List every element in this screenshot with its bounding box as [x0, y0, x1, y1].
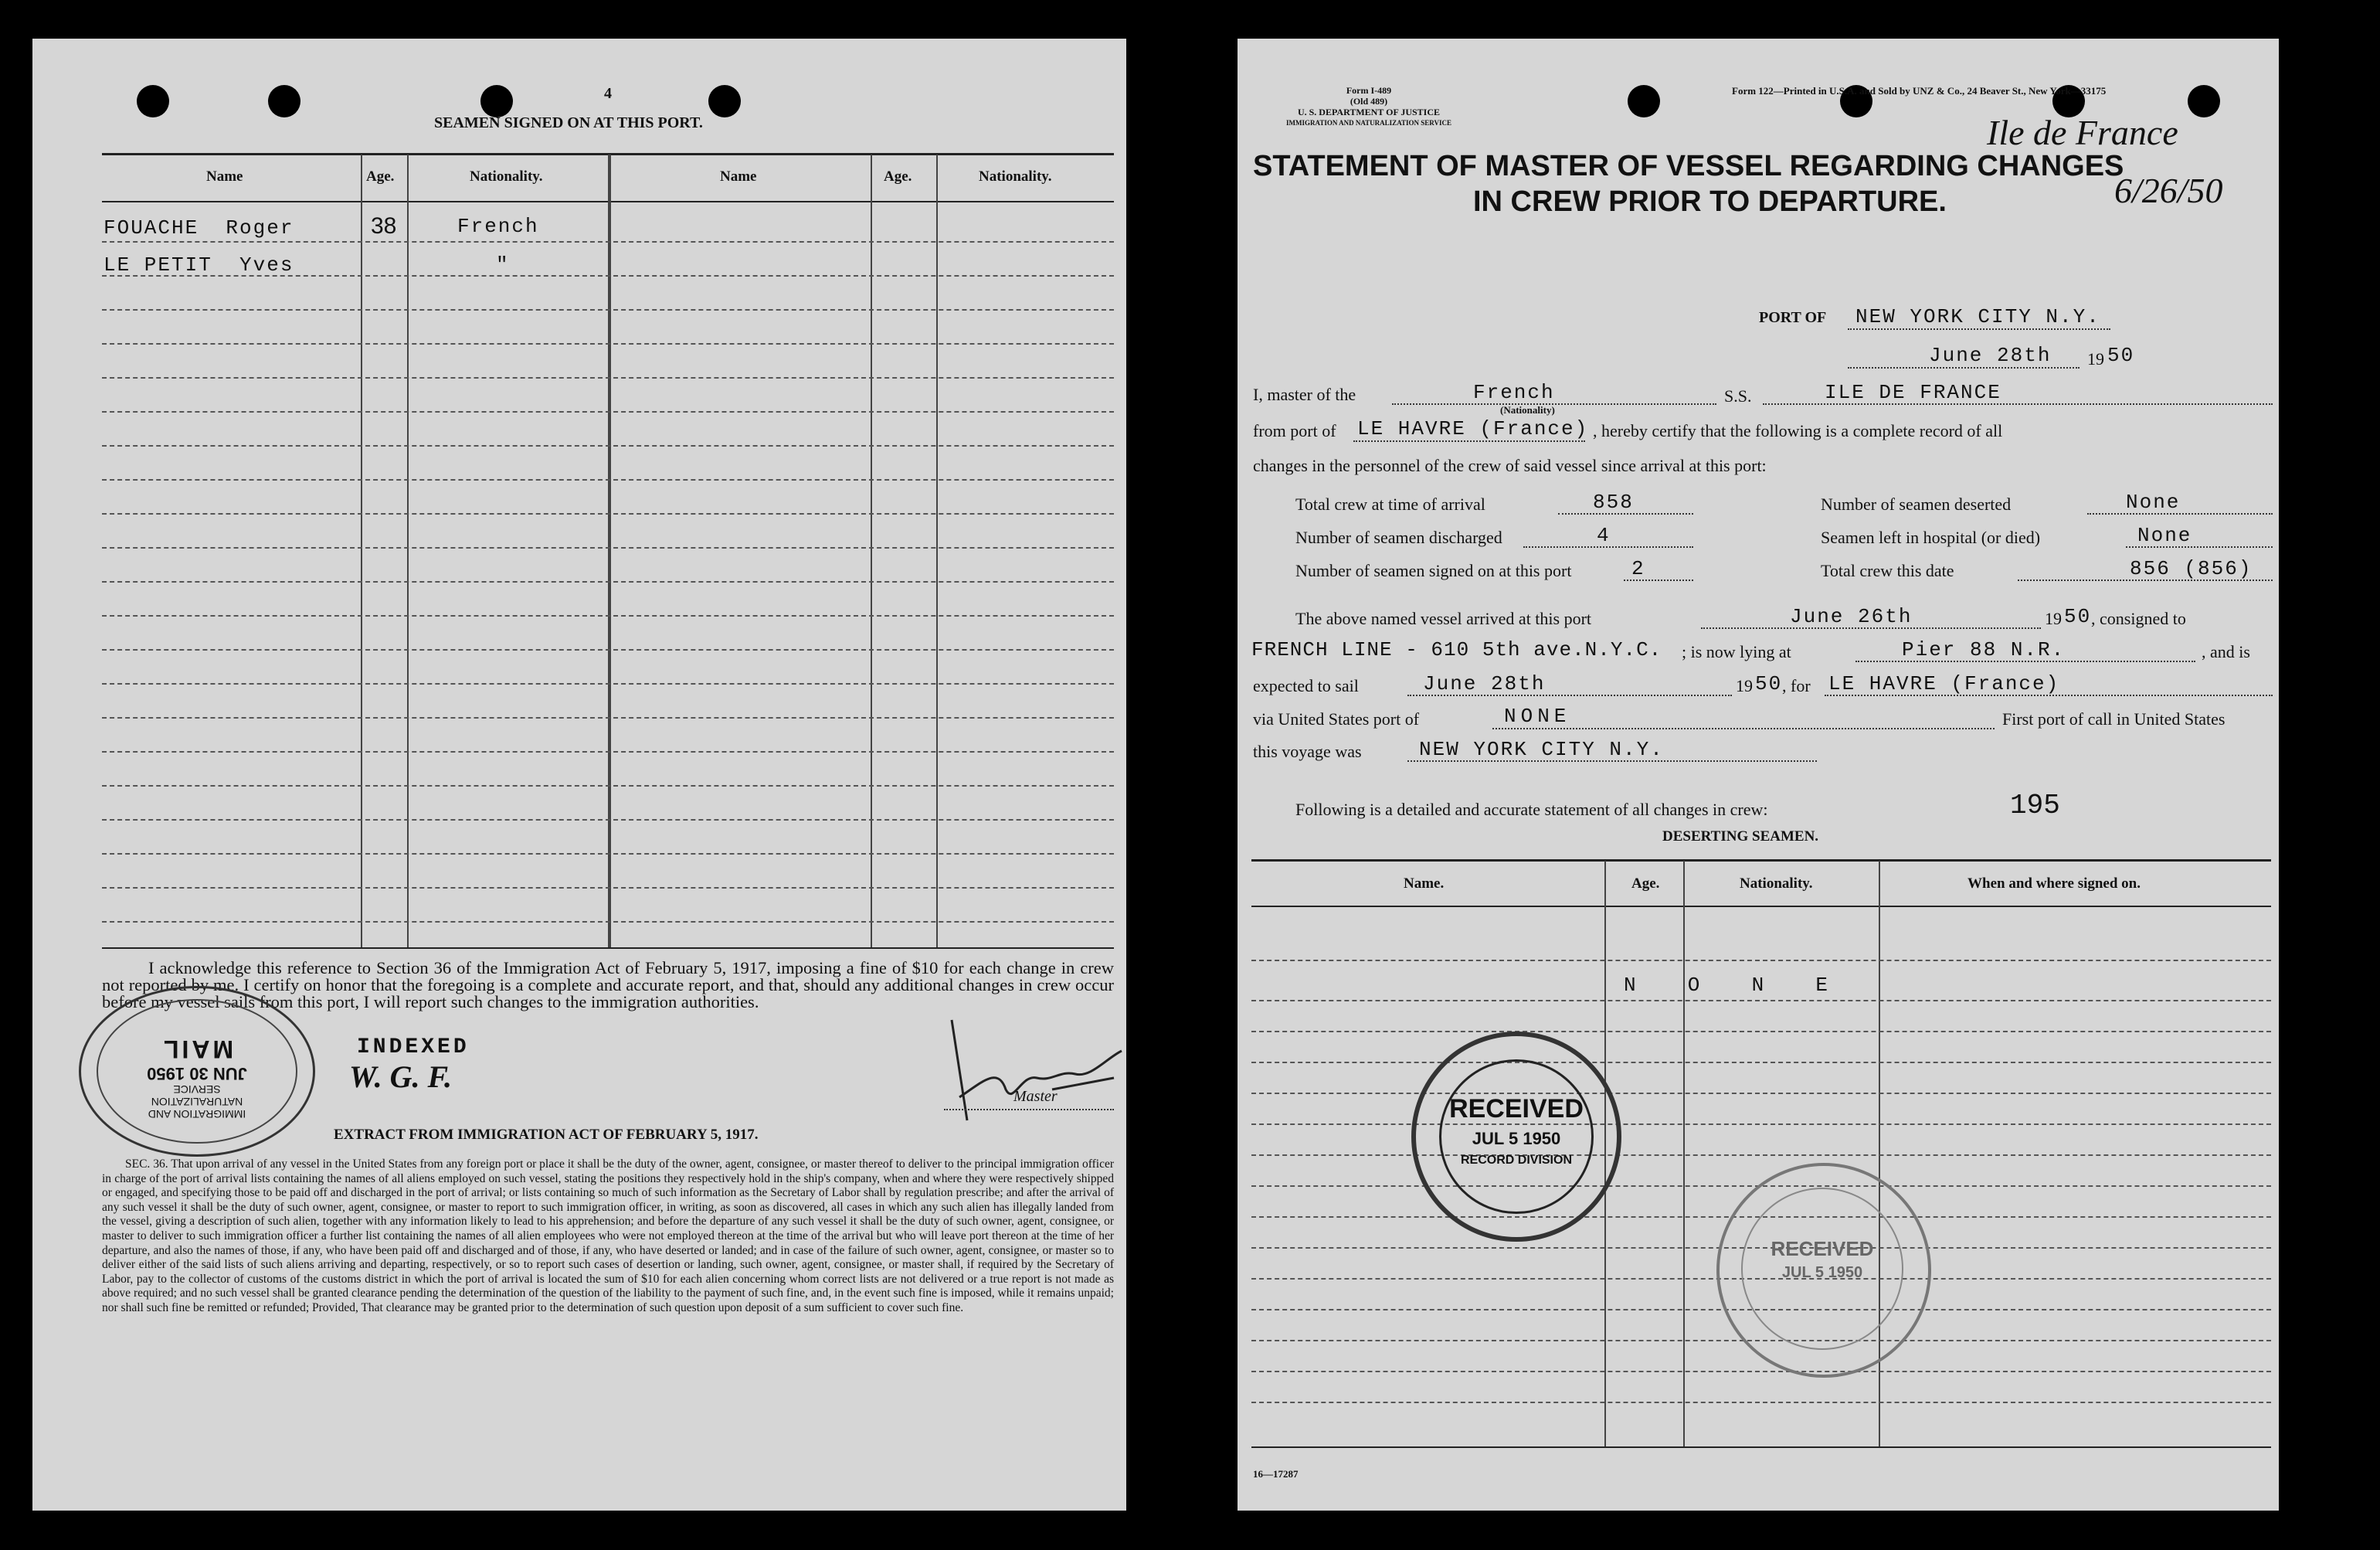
value-line — [1701, 627, 2041, 629]
column-header-age: Age. — [1631, 875, 1660, 892]
discharged-value: 4 — [1597, 524, 1611, 547]
value-line — [1624, 580, 1693, 581]
signature-line — [944, 1109, 1114, 1110]
indexed-stamp: INDEXED — [357, 1035, 470, 1059]
punch-hole — [480, 85, 513, 117]
voyage-value: NEW YORK CITY N.Y. — [1419, 738, 1664, 761]
right-page — [1238, 39, 2279, 1511]
nationality-line — [1392, 403, 1716, 405]
row-line — [102, 411, 1114, 413]
for-label: , for — [1782, 676, 1811, 695]
row-line — [1251, 1154, 2271, 1156]
value-line — [2126, 546, 2273, 548]
row-line — [1251, 1123, 2271, 1125]
row-line — [102, 615, 1114, 617]
lying-label: ; is now lying at — [1682, 642, 1791, 661]
from-port-line — [1353, 440, 1585, 442]
printer-line: Form 122—Printed in U.S.A. and Sold by UNZ & Co., 24 Beaver St., New York—33175 — [1732, 85, 2107, 97]
signed-on-value: 2 — [1631, 557, 1645, 580]
date-value: June 28th — [1929, 344, 2052, 367]
seaman-name: FOUACHE Roger — [104, 216, 294, 240]
arrived-year-value: 50 — [2064, 605, 2092, 628]
arrived-value: June 26th — [1790, 605, 1913, 628]
expected-label: expected to sail — [1253, 676, 1359, 695]
column-header-nationality: Nationality. — [470, 168, 543, 185]
acknowledgement-text: I acknowledge this reference to Section 36 of the Immigration Act of February 5, 1917, imposing a fine of $10 for each change in crew not reported by me. I certify on honor that the foregoing is a complete and accurate report, and that, should any additional changes in crew occur before my vessel sails from this port, I will report such changes to the immigration authorities. — [102, 958, 1114, 1011]
via-value: NONE — [1504, 705, 1571, 728]
hospital-value: None — [2137, 524, 2192, 547]
handwritten-date: 6/26/50 — [2114, 171, 2223, 210]
mail-stamp-date: JUN 30 1950 — [147, 1064, 247, 1083]
handwritten-ship-name: Ile de France — [1987, 113, 2178, 152]
row-line — [102, 309, 1114, 311]
row-line — [102, 785, 1114, 787]
table-header-rule — [1251, 906, 2271, 907]
value-line — [1492, 728, 1995, 729]
punch-hole — [137, 85, 169, 117]
row-line — [102, 717, 1114, 719]
table-bottom-rule — [1251, 1446, 2271, 1448]
row-line — [102, 581, 1114, 583]
row-line — [102, 241, 1114, 243]
from-port-value: LE HAVRE (France) — [1357, 417, 1589, 440]
value-line — [1855, 661, 2195, 662]
row-line — [102, 819, 1114, 821]
row-line — [1251, 1402, 2271, 1403]
ss-label: S.S. — [1724, 386, 1752, 406]
voyage-label: this voyage was — [1253, 742, 1362, 761]
signed-on-label: Number of seamen signed on at this port — [1295, 561, 1572, 580]
received-stamp-faint-date: JUL 5 1950 — [1781, 1264, 1863, 1281]
via-label: via United States port of — [1253, 709, 1420, 729]
value-line — [1407, 760, 1817, 762]
received-stamp-division: RECORD DIVISION — [1460, 1154, 1572, 1167]
punch-hole — [268, 85, 300, 117]
column-header-age: Age. — [884, 168, 912, 185]
following-text: Following is a detailed and accurate statement of all changes in crew: — [1295, 800, 1768, 819]
column-header-nationality: Nationality. — [979, 168, 1052, 185]
row-line — [102, 887, 1114, 889]
column-header-age: Age. — [366, 168, 395, 185]
master-label: Master — [1013, 1088, 1058, 1105]
total-crew-date-value: 856 (856) — [2130, 557, 2253, 580]
arrived-label: The above named vessel arrived at this port — [1295, 609, 1592, 628]
column-header-signed-on: When and where signed on. — [1967, 875, 2141, 892]
row-line — [102, 479, 1114, 481]
column-divider — [936, 155, 938, 947]
column-divider — [361, 155, 362, 947]
value-line — [1558, 513, 1693, 515]
column-header-name: Name — [720, 168, 757, 185]
row-line — [102, 275, 1114, 277]
service-name: IMMIGRATION AND NATURALIZATION SERVICE — [1286, 119, 1451, 127]
row-line — [102, 513, 1114, 515]
year-prefix: 19 — [2087, 349, 2104, 369]
left-page — [32, 39, 1126, 1511]
received-stamp — [1411, 1032, 1621, 1242]
column-divider — [407, 155, 409, 947]
sail-year-value: 50 — [1755, 672, 1783, 695]
total-crew-arrival-value: 858 — [1593, 491, 1634, 514]
column-header-name: Name. — [1404, 875, 1445, 892]
ship-line — [1763, 403, 2273, 405]
row-line — [102, 751, 1114, 753]
discharged-label: Number of seamen discharged — [1295, 528, 1502, 547]
value-line — [1825, 695, 2273, 696]
department-name: U. S. DEPARTMENT OF JUSTICE — [1297, 107, 1441, 117]
column-divider — [871, 155, 872, 947]
seaman-name: LE PETIT Yves — [104, 253, 294, 277]
section-heading: SEAMEN SIGNED ON AT THIS PORT. — [434, 114, 703, 131]
row-line — [102, 921, 1114, 923]
lying-value: Pier 88 N.R. — [1902, 638, 2066, 661]
year-prefix: 19 — [2045, 609, 2062, 628]
column-header-name: Name — [206, 168, 243, 185]
column-header-nationality: Nationality. — [1740, 875, 1813, 892]
form-identifier — [1253, 85, 1485, 128]
row-line — [1251, 1371, 2271, 1372]
received-stamp-faint — [1716, 1163, 1931, 1378]
first-port-label: First port of call in United States — [2002, 709, 2226, 729]
received-stamp-inner — [1439, 1059, 1594, 1214]
mail-stamp-agency: IMMIGRATION AND — [148, 1108, 246, 1120]
column-divider — [608, 155, 611, 947]
punch-hole — [1628, 85, 1660, 117]
port-line — [1848, 328, 2110, 330]
row-line — [102, 683, 1114, 685]
footer-code: 16—17287 — [1253, 1468, 1299, 1480]
seaman-age: 38 — [371, 213, 397, 239]
row-line — [102, 853, 1114, 855]
indexed-initials: W. G. F. — [349, 1059, 453, 1094]
row-line — [1251, 1062, 2271, 1063]
year-value: 50 — [2107, 344, 2135, 367]
deserted-value: None — [2126, 491, 2181, 514]
received-stamp-word: RECEIVED — [1449, 1094, 1584, 1123]
received-stamp-faint-inner — [1741, 1188, 1903, 1350]
form-old-number: (Old 489) — [1350, 96, 1388, 107]
row-line — [1251, 960, 2271, 961]
and-is-text: , and is — [2202, 642, 2250, 661]
sail-date-value: June 28th — [1423, 672, 1546, 695]
seaman-nationality: French — [457, 215, 539, 238]
destination-value: LE HAVRE (France) — [1828, 672, 2060, 695]
value-line — [1523, 546, 1693, 548]
port-value: NEW YORK CITY N.Y. — [1855, 305, 2100, 328]
extract-text: SEC. 36. That upon arrival of any vessel in the United States from any foreign port or place it shall be the duty of the owner, agent, consignee, or master thereof to deliver to the principal immigration officer in charge of the port of arrival lists containing the names of all aliens employed on such vessel, stating the positions they respectively hold in the ship's company, when and where they were respectively shipped or engaged, and specifying those to be paid off and discharged in the port of arrival; or lists containing so much of such information as the Secretary of Labor shall by regulation prescribe; and after the arrival of any such vessel it shall be the duty of such owner, agent, consignee, or master to report to such immigration officer, in writing, as soon as discovered, all cases in which any such alien has illegally landed from the vessel, giving a description of such alien, together with any information likely to lead to his apprehension; and before the departure of any such vessel it shall be the duty of such owner, agent, consignee, or master to deliver to such immigration officer a further list containing the names of all alien employees who were not employed thereon at the time of the arrival but who will leave port thereon at the time of her departure, and also the names of those, if any, who have been paid off and discharged and of those, if any, who have deserted or landed; and in case of the failure of such owner, agent, consignee, or master so to deliver either of the said lists of such aliens arriving and departing, respectively, or so to report such cases of desertion or landing, such owner, agent, consignee, or master shall, if required by the Secretary of Labor, pay to the collector of customs of the customs district in which the port of arrival is located the sum of $10 for each alien concerning whom correct lists are not delivered or a true report is not made as above required; and no such vessel shall be granted clearance pending the determination of the question of the liability to the payment of such fine, and, in the event such fine is imposed, while it remains unpaid; nor shall such fine be remitted or refunded; Provided, That clearance may be granted prior to the determination of such question upon deposit of a sum sufficient to cover such fine. — [102, 1157, 1114, 1314]
table-top-rule — [1251, 859, 2271, 862]
row-line — [1251, 1031, 2271, 1032]
port-label: PORT OF — [1759, 309, 1827, 326]
value-line — [1407, 695, 1732, 696]
row-line — [102, 649, 1114, 651]
total-crew-date-label: Total crew this date — [1821, 561, 1954, 580]
nationality-value: French — [1473, 381, 1555, 404]
consignee-value: FRENCH LINE - 610 5th ave.N.Y.C. — [1251, 638, 1662, 661]
certify-text: , hereby certify that the following is a complete record of all — [1593, 421, 2003, 440]
received-stamp-date: JUL 5 1950 — [1472, 1129, 1561, 1148]
master-of-label: I, master of the — [1253, 385, 1356, 404]
table-bottom-rule — [102, 947, 1114, 949]
deserting-none-entry: N O N E — [1624, 974, 1838, 997]
year-prefix: 19 — [1736, 676, 1753, 695]
seaman-nationality: " — [496, 253, 510, 277]
deserted-label: Number of seamen deserted — [1821, 495, 2012, 514]
page-number: 4 — [604, 85, 612, 102]
row-line — [1251, 1000, 2271, 1001]
consigned-label: , consigned to — [2091, 609, 2186, 628]
punch-hole — [708, 85, 741, 117]
from-port-label: from port of — [1253, 421, 1336, 440]
changes-text: changes in the personnel of the crew of said vessel since arrival at this port: — [1253, 456, 1767, 475]
following-number: 195 — [2010, 790, 2060, 821]
received-stamp-faint-word: RECEIVED — [1771, 1237, 1874, 1260]
punch-hole — [2188, 85, 2220, 117]
date-line — [1848, 367, 2080, 369]
hospital-label: Seamen left in hospital (or died) — [1821, 528, 2041, 547]
row-line — [102, 547, 1114, 549]
nationality-caption: (Nationality) — [1500, 404, 1555, 416]
ship-value: ILE DE FRANCE — [1825, 381, 2001, 404]
mail-stamp-word: MAIL — [160, 1035, 234, 1063]
extract-heading: EXTRACT FROM IMMIGRATION ACT OF FEBRUARY 5, 1917. — [334, 1127, 759, 1143]
row-line — [102, 343, 1114, 345]
document-title: STATEMENT OF MASTER OF VESSEL REGARDING CHANGES — [1253, 150, 2124, 182]
row-line — [1251, 1093, 2271, 1094]
form-number: Form I-489 — [1346, 85, 1392, 96]
mail-date-stamp — [79, 986, 315, 1157]
mail-stamp-inner — [97, 999, 297, 1144]
row-line — [102, 377, 1114, 379]
deserting-heading: DESERTING SEAMEN. — [1662, 828, 1819, 845]
mail-stamp-agency: NATURALIZATION — [151, 1096, 243, 1108]
value-line — [2087, 513, 2273, 515]
value-line — [2018, 580, 2273, 581]
mail-stamp-agency: SERVICE — [173, 1083, 221, 1096]
row-line — [102, 445, 1114, 447]
document-title-line2: IN CREW PRIOR TO DEPARTURE. — [1473, 185, 1947, 218]
total-crew-arrival-label: Total crew at time of arrival — [1295, 495, 1485, 514]
